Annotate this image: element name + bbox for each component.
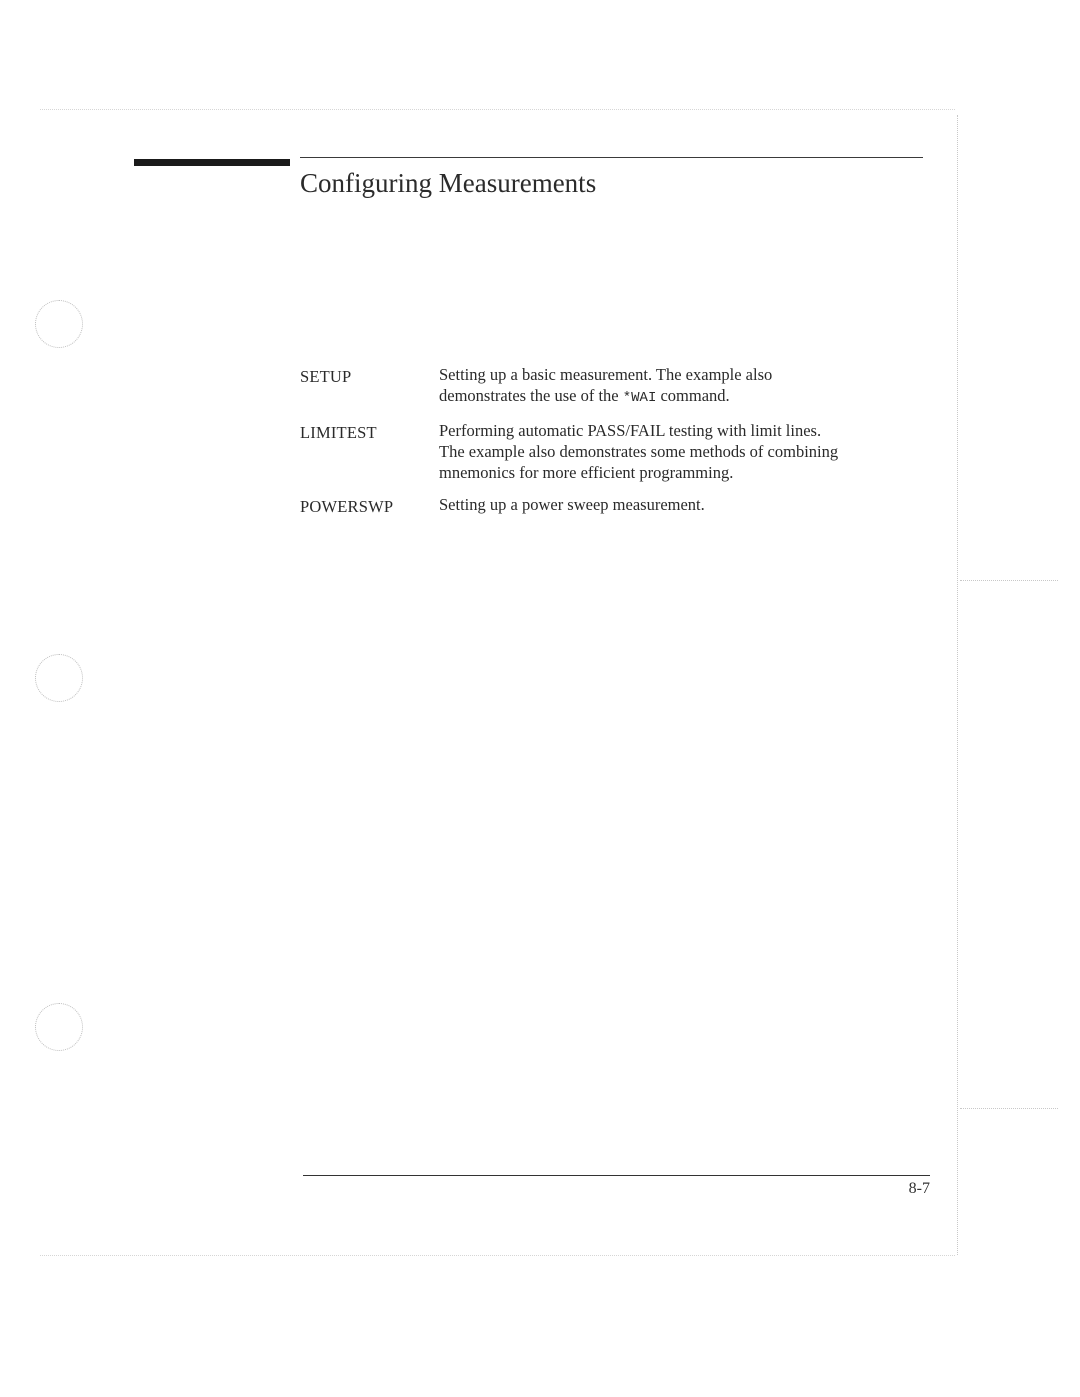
scan-edge-bottom <box>40 1255 955 1256</box>
tab-divider-line <box>960 580 1058 581</box>
list-item-setup <box>300 364 930 409</box>
footer-rule <box>303 1175 930 1176</box>
description-line <box>439 385 930 409</box>
entry-term: POWERSWP <box>300 497 394 516</box>
description-line: Performing automatic PASS/FAIL testing with limit lines. <box>439 421 822 440</box>
command-code: *WAI <box>622 390 657 406</box>
list-item-limitest <box>300 420 930 483</box>
page-title: Configuring Measurements <box>300 168 597 198</box>
entry-description <box>439 364 930 409</box>
binder-hole <box>35 654 83 702</box>
binder-hole <box>35 300 83 348</box>
description-line: mnemonics for more efficient programming. <box>439 463 734 482</box>
entry-term: LIMITEST <box>300 423 377 442</box>
page-number: 8-7 <box>908 1180 930 1197</box>
tab-divider-line <box>960 1108 1058 1109</box>
list-item-powerswp <box>300 494 930 517</box>
description-text: demonstrates the use of the <box>439 386 623 405</box>
entry-description <box>439 494 930 517</box>
section-marker-bar <box>134 159 290 166</box>
description-line: The example also demonstrates some methods of combining <box>439 442 839 461</box>
entry-term: SETUP <box>300 367 352 386</box>
description-text: command. <box>656 386 730 405</box>
header-rule <box>300 157 923 158</box>
binder-hole <box>35 1003 83 1051</box>
scan-edge-right <box>957 115 958 1255</box>
example-program-list <box>300 364 930 517</box>
scan-edge-top <box>40 109 955 110</box>
description-line: Setting up a power sweep measurement. <box>439 495 705 514</box>
entry-description <box>439 420 930 483</box>
description-line: Setting up a basic measurement. The example also <box>439 365 773 384</box>
